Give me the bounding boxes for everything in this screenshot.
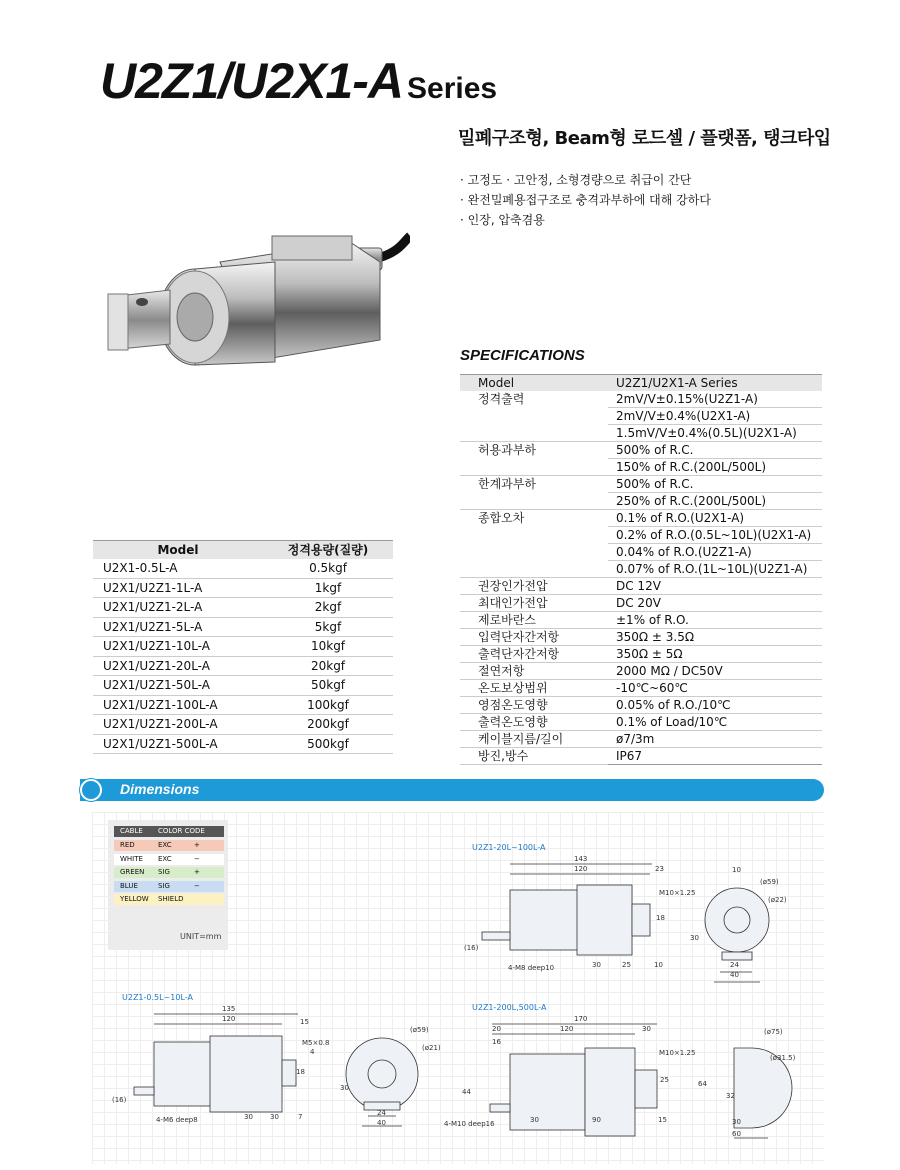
spec-key: 최대인가전압 bbox=[460, 594, 608, 611]
spec-value: IP67 bbox=[608, 747, 822, 764]
dimension-value: 40 bbox=[377, 1119, 386, 1127]
spec-row bbox=[460, 407, 822, 424]
column-header: Model bbox=[93, 541, 263, 559]
model-name: U2X1/U2Z1-20L-A bbox=[93, 656, 263, 676]
dimensions-bullet-icon bbox=[80, 779, 102, 801]
unit-label: UNIT=mm bbox=[180, 932, 222, 941]
spec-row bbox=[460, 662, 822, 679]
dimension-value: (ø75) bbox=[764, 1028, 783, 1036]
dimension-value: 24 bbox=[730, 961, 739, 969]
dimension-value: 120 bbox=[560, 1025, 574, 1033]
spec-row bbox=[460, 713, 822, 730]
spec-key: 제로바란스 bbox=[460, 611, 608, 628]
spec-row bbox=[460, 458, 822, 475]
model-name: U2X1/U2Z1-2L-A bbox=[93, 598, 263, 618]
dimension-value: 30 bbox=[732, 1118, 741, 1126]
dimension-value: 44 bbox=[462, 1088, 471, 1096]
spec-row bbox=[460, 577, 822, 594]
dimension-value: 120 bbox=[574, 865, 588, 873]
dimensions-heading: Dimensions bbox=[120, 781, 200, 797]
dimension-value: 10 bbox=[732, 866, 741, 874]
model-row bbox=[93, 656, 393, 676]
legend-sign: + bbox=[194, 841, 200, 849]
legend-color: GREEN bbox=[120, 868, 145, 876]
dimension-value: 30 bbox=[642, 1025, 651, 1033]
dimension-value: 90 bbox=[592, 1116, 601, 1124]
subtitle: 밀폐구조형, Beam형 로드셀 / 플랫폼, 탱크타입 bbox=[458, 128, 831, 149]
spec-value: ø7/3m bbox=[608, 730, 822, 747]
legend-signal: SHIELD bbox=[158, 895, 184, 903]
legend-sign: − bbox=[194, 854, 200, 863]
dimension-value: 18 bbox=[656, 914, 665, 922]
feature-list bbox=[460, 170, 711, 230]
model-capacity: 100kgf bbox=[263, 695, 393, 715]
spec-value: 350Ω ± 3.5Ω bbox=[608, 628, 822, 645]
model-name: U2X1/U2Z1-10L-A bbox=[93, 637, 263, 657]
model-capacity: 1kgf bbox=[263, 578, 393, 598]
dimension-value: 30 bbox=[592, 961, 601, 969]
feature-item: · 인장, 압축겸용 bbox=[460, 213, 545, 227]
dimension-value: 170 bbox=[574, 1015, 588, 1023]
model-row bbox=[93, 559, 393, 579]
spec-key: 출력온도영향 bbox=[460, 713, 608, 730]
feature-item: · 완전밀폐용접구조로 충격과부하에 대해 강하다 bbox=[460, 193, 711, 207]
model-name: U2X1/U2Z1-100L-A bbox=[93, 695, 263, 715]
title-series: Series bbox=[407, 72, 498, 105]
spec-value: 0.1% of Load/10℃ bbox=[608, 713, 822, 730]
model-row bbox=[93, 578, 393, 598]
legend-color: RED bbox=[120, 841, 135, 849]
spec-row bbox=[460, 492, 822, 509]
spec-key bbox=[460, 526, 608, 543]
spec-value: 0.04% of R.O.(U2Z1-A) bbox=[608, 543, 822, 560]
model-capacity: 50kgf bbox=[263, 676, 393, 696]
dimension-value: M5×0.8 bbox=[302, 1039, 330, 1047]
drawing-label: U2Z1-20L~100L-A bbox=[472, 843, 546, 852]
spec-value: 2mV/V±0.4%(U2X1-A) bbox=[608, 407, 822, 424]
dimension-value: 32 bbox=[726, 1092, 735, 1100]
dimension-value: (16) bbox=[464, 944, 479, 952]
table-header-row bbox=[93, 541, 393, 559]
specifications-table bbox=[460, 374, 822, 765]
spec-row bbox=[460, 509, 822, 526]
spec-row bbox=[460, 594, 822, 611]
spec-row bbox=[460, 391, 822, 408]
dimension-value: 4-M8 deep10 bbox=[508, 964, 555, 972]
spec-value: 250% of R.C.(200L/500L) bbox=[608, 492, 822, 509]
spec-value: DC 20V bbox=[608, 594, 822, 611]
model-capacity: 0.5kgf bbox=[263, 559, 393, 579]
spec-row bbox=[460, 526, 822, 543]
spec-key: 절연저항 bbox=[460, 662, 608, 679]
spec-row bbox=[460, 424, 822, 441]
dimension-value: (ø22) bbox=[768, 896, 787, 904]
dimension-value: 120 bbox=[222, 1015, 236, 1023]
spec-value: 500% of R.C. bbox=[608, 441, 822, 458]
dimension-value: 30 bbox=[270, 1113, 279, 1121]
title-model: U2Z1/U2X1-A bbox=[100, 53, 403, 109]
column-header: Model bbox=[460, 375, 608, 391]
dimension-value: 10 bbox=[654, 961, 663, 969]
dimension-value: 64 bbox=[698, 1080, 707, 1088]
drawing-label: U2Z1-200L,500L-A bbox=[472, 1003, 547, 1012]
spec-row bbox=[460, 645, 822, 662]
model-name: U2X1/U2Z1-50L-A bbox=[93, 676, 263, 696]
legend-color: BLUE bbox=[120, 881, 138, 890]
spec-row bbox=[460, 696, 822, 713]
specifications-body bbox=[460, 391, 822, 765]
spec-key: 방진,방수 bbox=[460, 747, 608, 764]
model-row bbox=[93, 676, 393, 696]
spec-key: 영점온도영향 bbox=[460, 696, 608, 713]
spec-key: 한계과부하 bbox=[478, 476, 536, 491]
model-row bbox=[93, 598, 393, 618]
spec-key bbox=[460, 543, 608, 560]
dimension-value: 143 bbox=[574, 855, 588, 863]
model-capacity: 10kgf bbox=[263, 637, 393, 657]
model-row bbox=[93, 637, 393, 657]
dimension-value: 4 bbox=[310, 1048, 315, 1056]
dimension-value: (16) bbox=[112, 1096, 127, 1104]
dimension-value: (ø59) bbox=[410, 1026, 429, 1034]
dimension-value: 30 bbox=[690, 934, 699, 942]
spec-key: 정격출력 bbox=[478, 391, 525, 406]
spec-key: 입력단자간저항 bbox=[460, 628, 608, 645]
spec-key: 출력단자간저항 bbox=[460, 645, 608, 662]
spec-value: 0.1% of R.O.(U2X1-A) bbox=[608, 509, 822, 526]
dimension-value: 15 bbox=[658, 1116, 667, 1124]
model-row bbox=[93, 617, 393, 637]
spec-row bbox=[460, 543, 822, 560]
spec-key bbox=[460, 458, 608, 475]
feature-item: · 고정도 · 고안정, 소형경량으로 취급이 간단 bbox=[460, 173, 692, 187]
spec-key: 케이블지름/길이 bbox=[460, 730, 608, 747]
spec-key: 권장인가전압 bbox=[460, 577, 608, 594]
dimension-value: 135 bbox=[222, 1005, 236, 1013]
spec-value: 150% of R.C.(200L/500L) bbox=[608, 458, 822, 475]
dimension-value: 4-M10 deep16 bbox=[444, 1120, 495, 1128]
dimension-value: 4-M6 deep8 bbox=[156, 1116, 198, 1124]
spec-key: 온도보상범위 bbox=[460, 679, 608, 696]
model-capacity: 2kgf bbox=[263, 598, 393, 618]
specifications-heading: SPECIFICATIONS bbox=[460, 347, 585, 364]
dimension-value: 30 bbox=[530, 1116, 539, 1124]
spec-value: 350Ω ± 5Ω bbox=[608, 645, 822, 662]
dimension-value: 23 bbox=[655, 865, 664, 873]
dimension-value: (ø59) bbox=[760, 878, 779, 886]
spec-key: 허용과부하 bbox=[478, 442, 536, 457]
legend-header-cable: CABLE bbox=[120, 827, 143, 835]
model-name: U2X1/U2Z1-1L-A bbox=[93, 578, 263, 598]
spec-value: DC 12V bbox=[608, 577, 822, 594]
dimension-value: 30 bbox=[340, 1084, 349, 1092]
product-photo bbox=[100, 222, 410, 372]
model-row bbox=[93, 734, 393, 754]
spec-row bbox=[460, 611, 822, 628]
spec-row bbox=[460, 441, 822, 458]
dimension-value: 60 bbox=[732, 1130, 741, 1138]
legend-signal: SIG bbox=[158, 868, 170, 876]
spec-value: ±1% of R.O. bbox=[608, 611, 822, 628]
spec-value: 2mV/V±0.15%(U2Z1-A) bbox=[608, 391, 822, 408]
legend-header-code: COLOR CODE bbox=[158, 827, 205, 835]
model-name: U2X1-0.5L-A bbox=[93, 559, 263, 579]
model-name: U2X1/U2Z1-200L-A bbox=[93, 715, 263, 735]
column-header: 정격용량(질량) bbox=[263, 541, 393, 559]
dimension-value: M10×1.25 bbox=[659, 889, 696, 897]
spec-value: 0.07% of R.O.(1L~10L)(U2Z1-A) bbox=[608, 560, 822, 577]
model-capacity: 500kgf bbox=[263, 734, 393, 754]
model-name: U2X1/U2Z1-5L-A bbox=[93, 617, 263, 637]
spec-row bbox=[460, 560, 822, 577]
model-row bbox=[93, 695, 393, 715]
spec-key bbox=[460, 492, 608, 509]
dimension-value: (ø31.5) bbox=[770, 1054, 796, 1062]
model-capacity-table bbox=[93, 540, 393, 754]
spec-row bbox=[460, 730, 822, 747]
table-header-row bbox=[460, 375, 822, 391]
spec-key bbox=[460, 560, 608, 577]
spec-value: 2000 MΩ / DC50V bbox=[608, 662, 822, 679]
dimension-value: M10×1.25 bbox=[659, 1049, 696, 1057]
spec-value: 500% of R.C. bbox=[608, 475, 822, 492]
spec-key bbox=[460, 407, 608, 424]
dimension-value: 40 bbox=[730, 971, 739, 979]
dimension-value: 7 bbox=[298, 1113, 303, 1121]
spec-row bbox=[460, 475, 822, 492]
model-capacity: 20kgf bbox=[263, 656, 393, 676]
legend-signal: SIG bbox=[158, 881, 170, 890]
spec-row bbox=[460, 679, 822, 696]
spec-key: 종합오차 bbox=[478, 510, 525, 525]
dimension-drawings bbox=[92, 812, 824, 1164]
dimension-value: 25 bbox=[622, 961, 631, 969]
spec-value: -10℃~60℃ bbox=[608, 679, 822, 696]
column-header: U2Z1/U2X1-A Series bbox=[608, 375, 822, 391]
model-row bbox=[93, 715, 393, 735]
dimension-value: 20 bbox=[492, 1025, 501, 1033]
spec-value: 0.05% of R.O./10℃ bbox=[608, 696, 822, 713]
dimension-value: 18 bbox=[296, 1068, 305, 1076]
model-table-body bbox=[93, 559, 393, 754]
spec-key bbox=[460, 424, 608, 441]
legend-color: YELLOW bbox=[120, 895, 149, 903]
legend-signal: EXC bbox=[158, 854, 172, 863]
dimension-value: (ø21) bbox=[422, 1044, 441, 1052]
spec-value: 1.5mV/V±0.4%(0.5L)(U2X1-A) bbox=[608, 424, 822, 441]
legend-sign: + bbox=[194, 868, 200, 876]
spec-value: 0.2% of R.O.(0.5L~10L)(U2X1-A) bbox=[608, 526, 822, 543]
dimension-value: 24 bbox=[377, 1109, 386, 1117]
model-name: U2X1/U2Z1-500L-A bbox=[93, 734, 263, 754]
dimension-value: 16 bbox=[492, 1038, 501, 1046]
legend-color: WHITE bbox=[120, 854, 143, 863]
spec-row bbox=[460, 628, 822, 645]
dimension-value: 30 bbox=[244, 1113, 253, 1121]
dimension-value: 15 bbox=[300, 1018, 309, 1026]
dimension-value: 25 bbox=[660, 1076, 669, 1084]
model-capacity: 200kgf bbox=[263, 715, 393, 735]
spec-row bbox=[460, 747, 822, 764]
page-title bbox=[100, 52, 497, 110]
drawing-label: U2Z1-0.5L~10L-A bbox=[122, 993, 193, 1002]
legend-signal: EXC bbox=[158, 841, 172, 849]
model-capacity: 5kgf bbox=[263, 617, 393, 637]
legend-sign: − bbox=[194, 881, 200, 890]
